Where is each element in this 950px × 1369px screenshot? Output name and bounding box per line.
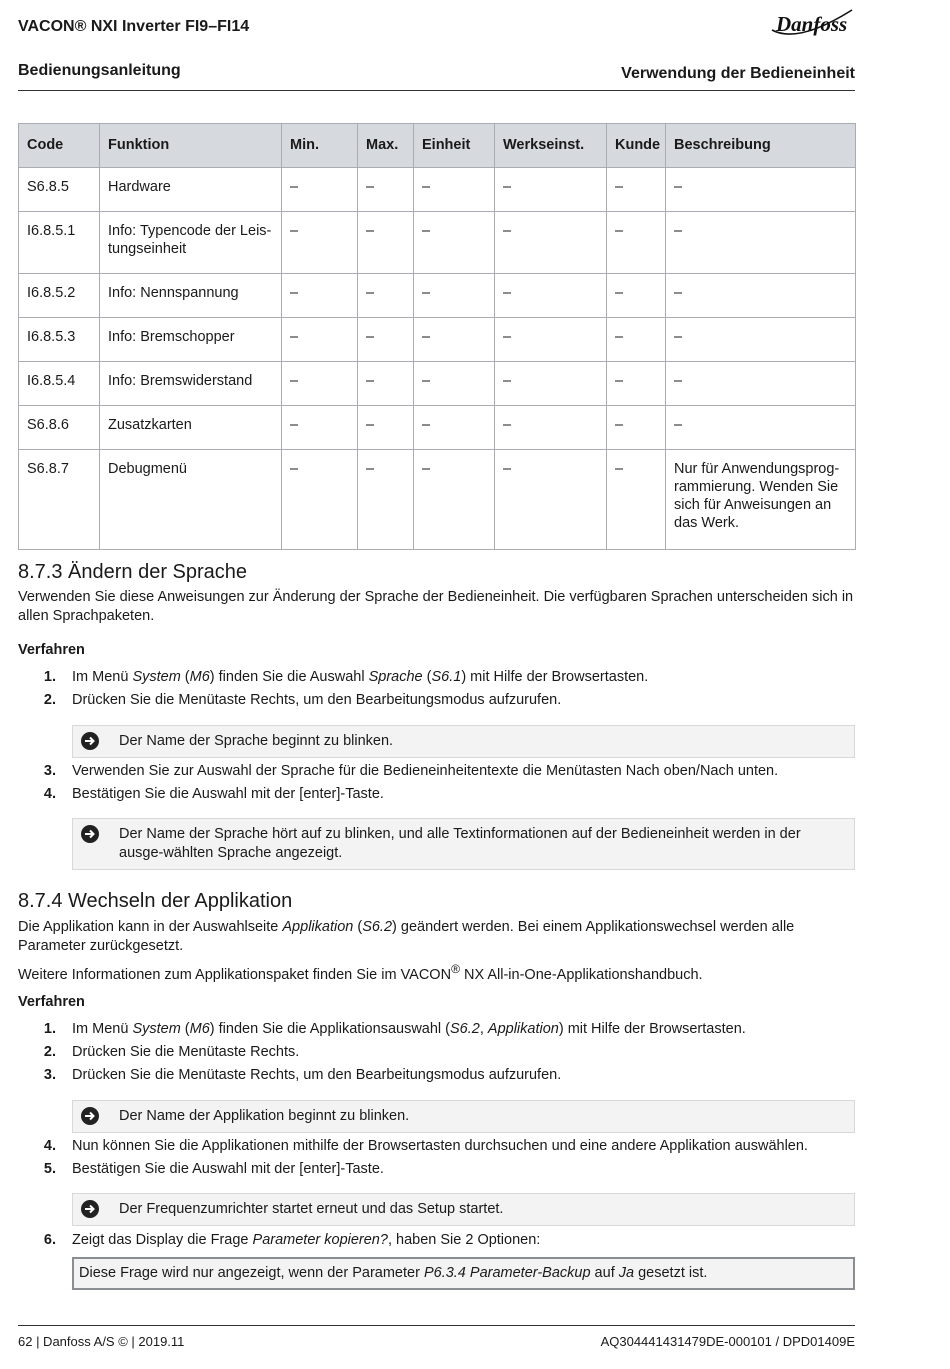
- registered-mark: ®: [451, 962, 460, 976]
- step-text: (: [180, 1021, 190, 1037]
- footer-page-info: 62 | Danfoss A/S © | 2019.11: [18, 1334, 185, 1349]
- column-header-werkseinst: Werkseinst.: [495, 124, 607, 168]
- cell-max: –: [358, 406, 414, 450]
- cell-kunde: –: [607, 362, 666, 406]
- parameter-table: [18, 123, 856, 550]
- note-box: [72, 1257, 855, 1290]
- procedure-step: [18, 1043, 858, 1062]
- column-header-code: Code: [19, 124, 100, 168]
- column-header-kunde: Kunde: [607, 124, 666, 168]
- cell-min: –: [282, 450, 358, 550]
- step-term: M6: [189, 1021, 210, 1037]
- procedure-label: Verfahren: [18, 994, 85, 1010]
- header-divider: [18, 90, 855, 91]
- section-heading: Verwendung der Bedieneinheit: [621, 65, 855, 82]
- cell-beschreibung: –: [666, 318, 856, 362]
- document-title: VACON® NXI Inverter FI9–FI14: [18, 18, 250, 35]
- note-term: P6.3.4 Parameter-Backup: [423, 1265, 591, 1281]
- cell-min: –: [282, 362, 358, 406]
- step-text: ) mit Hilfe der Browsertasten.: [461, 669, 649, 685]
- cell-code: S6.8.5: [19, 168, 100, 212]
- cell-werkseinst: –: [495, 168, 607, 212]
- step-term: System: [132, 669, 181, 685]
- cell-kunde: –: [607, 406, 666, 450]
- cell-beschreibung: –: [666, 212, 856, 274]
- cell-code: I6.8.5.4: [19, 362, 100, 406]
- cell-min: –: [282, 168, 358, 212]
- step-number: 1.: [43, 1021, 56, 1037]
- section-heading-8-7-3: 8.7.3 Ändern der Sprache: [18, 561, 248, 583]
- cell-kunde: –: [607, 168, 666, 212]
- step-number: 3.: [43, 1067, 56, 1083]
- cell-kunde: –: [607, 450, 666, 550]
- cell-max: –: [358, 362, 414, 406]
- step-number: 3.: [43, 763, 56, 779]
- step-text: Bestätigen Sie die Auswahl mit der [enter]-Taste.: [72, 786, 384, 802]
- step-text: Im Menü: [72, 1021, 133, 1037]
- cell-werkseinst: –: [495, 362, 607, 406]
- step-text: Drücken Sie die Menütaste Rechts, um den Bearbeitungsmodus aufzurufen.: [72, 692, 562, 708]
- cell-beschreibung: Nur für Anwendungsprog-rammierung. Wenden Sie sich für Anweisungen an das Werk.: [666, 450, 856, 550]
- procedure-step: [18, 1231, 858, 1250]
- cell-funktion: Zusatzkarten: [100, 406, 282, 450]
- cell-werkseinst: –: [495, 318, 607, 362]
- column-header-beschreibung: Beschreibung: [666, 124, 856, 168]
- cell-beschreibung: –: [666, 362, 856, 406]
- step-text: Verwenden Sie zur Auswahl der Sprache für die Bedieneinheitentexte die Menütasten Nach oben/Nach unten.: [72, 763, 779, 779]
- info-text: NX All-in-One-Applikationshandbuch.: [459, 966, 703, 983]
- cell-einheit: –: [414, 450, 495, 550]
- cell-funktion: Debugmenü: [100, 450, 282, 550]
- table-row: [19, 362, 856, 406]
- table-row: [19, 406, 856, 450]
- step-text: Im Menü: [72, 669, 133, 685]
- arrow-right-icon: [81, 732, 99, 750]
- cell-beschreibung: –: [666, 406, 856, 450]
- result-text: Der Name der Sprache hört auf zu blinken, und alle Textinformationen auf der Bedieneinheit werden in der ausge-wählten Sprache angezeigt.: [119, 826, 801, 861]
- step-text: ) finden Sie die Auswahl: [209, 669, 369, 685]
- cell-einheit: –: [414, 212, 495, 274]
- manual-type: Bedienungsanleitung: [18, 62, 181, 79]
- column-header-funktion: Funktion: [100, 124, 282, 168]
- step-text: ) finden Sie die Applikationsauswahl (: [209, 1021, 450, 1037]
- table-row: [19, 450, 856, 550]
- arrow-right-icon: [81, 1200, 99, 1218]
- procedure-step: [18, 1020, 858, 1039]
- step-number: 1.: [43, 669, 56, 685]
- table-row: [19, 168, 856, 212]
- arrow-right-icon: [81, 1107, 99, 1125]
- cell-einheit: –: [414, 318, 495, 362]
- cell-werkseinst: –: [495, 406, 607, 450]
- cell-einheit: –: [414, 406, 495, 450]
- cell-max: –: [358, 318, 414, 362]
- cell-funktion: Info: Bremswiderstand: [100, 362, 282, 406]
- cell-code: I6.8.5.1: [19, 212, 100, 274]
- procedure-step: [18, 1066, 858, 1085]
- cell-min: –: [282, 274, 358, 318]
- cell-einheit: –: [414, 362, 495, 406]
- result-box: [72, 725, 855, 758]
- step-text: Nun können Sie die Applikationen mithilfe der Browsertasten durchsuchen und eine andere Applikation auswählen.: [72, 1138, 808, 1154]
- column-header-min: Min.: [282, 124, 358, 168]
- step-text: ) mit Hilfe der Browsertasten.: [558, 1021, 746, 1037]
- step-number: 4.: [43, 786, 56, 802]
- column-header-max: Max.: [358, 124, 414, 168]
- step-term: Sprache: [368, 669, 423, 685]
- step-text: Zeigt das Display die Frage: [72, 1232, 253, 1248]
- step-text: (: [180, 669, 190, 685]
- intro-text: ) geändert werden. Bei einem Applikationswechsel werden alle Parameter zurückgesetzt.: [18, 919, 795, 954]
- cell-funktion: Info: Typencode der Leis-tungseinheit: [100, 212, 282, 274]
- step-term: M6: [189, 669, 210, 685]
- cell-einheit: –: [414, 168, 495, 212]
- table-row: [19, 274, 856, 318]
- cell-code: S6.8.7: [19, 450, 100, 550]
- result-box: [72, 818, 855, 870]
- note-text: auf: [590, 1265, 619, 1281]
- procedure-step: [18, 762, 858, 781]
- step-text: Bestätigen Sie die Auswahl mit der [enter]-Taste.: [72, 1161, 384, 1177]
- cell-max: –: [358, 274, 414, 318]
- cell-beschreibung: –: [666, 168, 856, 212]
- step-term: System: [132, 1021, 181, 1037]
- section-heading-8-7-4: 8.7.4 Wechseln der Applikation: [18, 890, 293, 912]
- step-number: 5.: [43, 1161, 56, 1177]
- step-term: S6.1: [431, 669, 462, 685]
- step-number: 2.: [43, 692, 56, 708]
- cell-kunde: –: [607, 212, 666, 274]
- procedure-step: [18, 785, 858, 804]
- cell-einheit: –: [414, 274, 495, 318]
- section-intro: [18, 918, 858, 956]
- step-text: , haben Sie 2 Optionen:: [387, 1232, 541, 1248]
- intro-text: Die Applikation kann in der Auswahlseite: [18, 919, 283, 935]
- procedure-step: [18, 668, 858, 687]
- step-term: Parameter kopieren?: [252, 1232, 388, 1248]
- intro-term: Applikation: [282, 919, 354, 935]
- step-term: Applikation: [487, 1021, 559, 1037]
- result-text: Der Name der Applikation beginnt zu blinken.: [119, 1108, 410, 1124]
- cell-funktion: Info: Bremschopper: [100, 318, 282, 362]
- danfoss-logo: [768, 4, 856, 44]
- section-info: [18, 960, 858, 985]
- cell-funktion: Info: Nennspannung: [100, 274, 282, 318]
- intro-text: (: [353, 919, 363, 935]
- cell-kunde: –: [607, 318, 666, 362]
- step-number: 2.: [43, 1044, 56, 1060]
- arrow-right-icon: [81, 825, 99, 843]
- footer-doc-id: AQ304441431479DE-000101 / DPD01409E: [600, 1334, 855, 1349]
- procedure-step: [18, 691, 858, 710]
- cell-werkseinst: –: [495, 274, 607, 318]
- cell-werkseinst: –: [495, 212, 607, 274]
- column-header-einheit: Einheit: [414, 124, 495, 168]
- cell-max: –: [358, 212, 414, 274]
- cell-kunde: –: [607, 274, 666, 318]
- step-term: S6.2: [450, 1021, 480, 1037]
- cell-werkseinst: –: [495, 450, 607, 550]
- table-row: [19, 318, 856, 362]
- step-text: Drücken Sie die Menütaste Rechts, um den Bearbeitungsmodus aufzurufen.: [72, 1067, 562, 1083]
- table-header-row: [19, 124, 856, 168]
- result-box: [72, 1100, 855, 1133]
- result-box: [72, 1193, 855, 1226]
- info-text: Weitere Informationen zum Applikationspaket finden Sie im VACON: [18, 966, 452, 983]
- step-number: 6.: [43, 1232, 56, 1248]
- note-text: Diese Frage wird nur angezeigt, wenn der Parameter: [79, 1265, 424, 1281]
- step-text: Drücken Sie die Menütaste Rechts.: [72, 1044, 300, 1060]
- cell-code: I6.8.5.3: [19, 318, 100, 362]
- step-text: ,: [479, 1021, 488, 1037]
- result-text: Der Name der Sprache beginnt zu blinken.: [119, 733, 394, 749]
- procedure-label: Verfahren: [18, 642, 85, 658]
- footer-divider: [18, 1325, 855, 1326]
- procedure-step: [18, 1160, 858, 1179]
- cell-min: –: [282, 212, 358, 274]
- result-text: Der Frequenzumrichter startet erneut und das Setup startet.: [119, 1201, 504, 1217]
- cell-code: S6.8.6: [19, 406, 100, 450]
- note-text: gesetzt ist.: [634, 1265, 708, 1281]
- step-number: 4.: [43, 1138, 56, 1154]
- step-text: (: [422, 669, 432, 685]
- cell-min: –: [282, 406, 358, 450]
- cell-code: I6.8.5.2: [19, 274, 100, 318]
- cell-min: –: [282, 318, 358, 362]
- table-row: [19, 212, 856, 274]
- section-intro: Verwenden Sie diese Anweisungen zur Änderung der Sprache der Bedieneinheit. Die verfügbaren Sprachen unterscheiden sich in allen Sprachpaketen.: [18, 589, 854, 624]
- procedure-step: [18, 1137, 858, 1156]
- cell-beschreibung: –: [666, 274, 856, 318]
- cell-funktion: Hardware: [100, 168, 282, 212]
- intro-term: S6.2: [362, 919, 393, 935]
- note-term: Ja: [618, 1265, 635, 1281]
- cell-max: –: [358, 168, 414, 212]
- svg-text:Danfoss: Danfoss: [776, 12, 848, 36]
- cell-max: –: [358, 450, 414, 550]
